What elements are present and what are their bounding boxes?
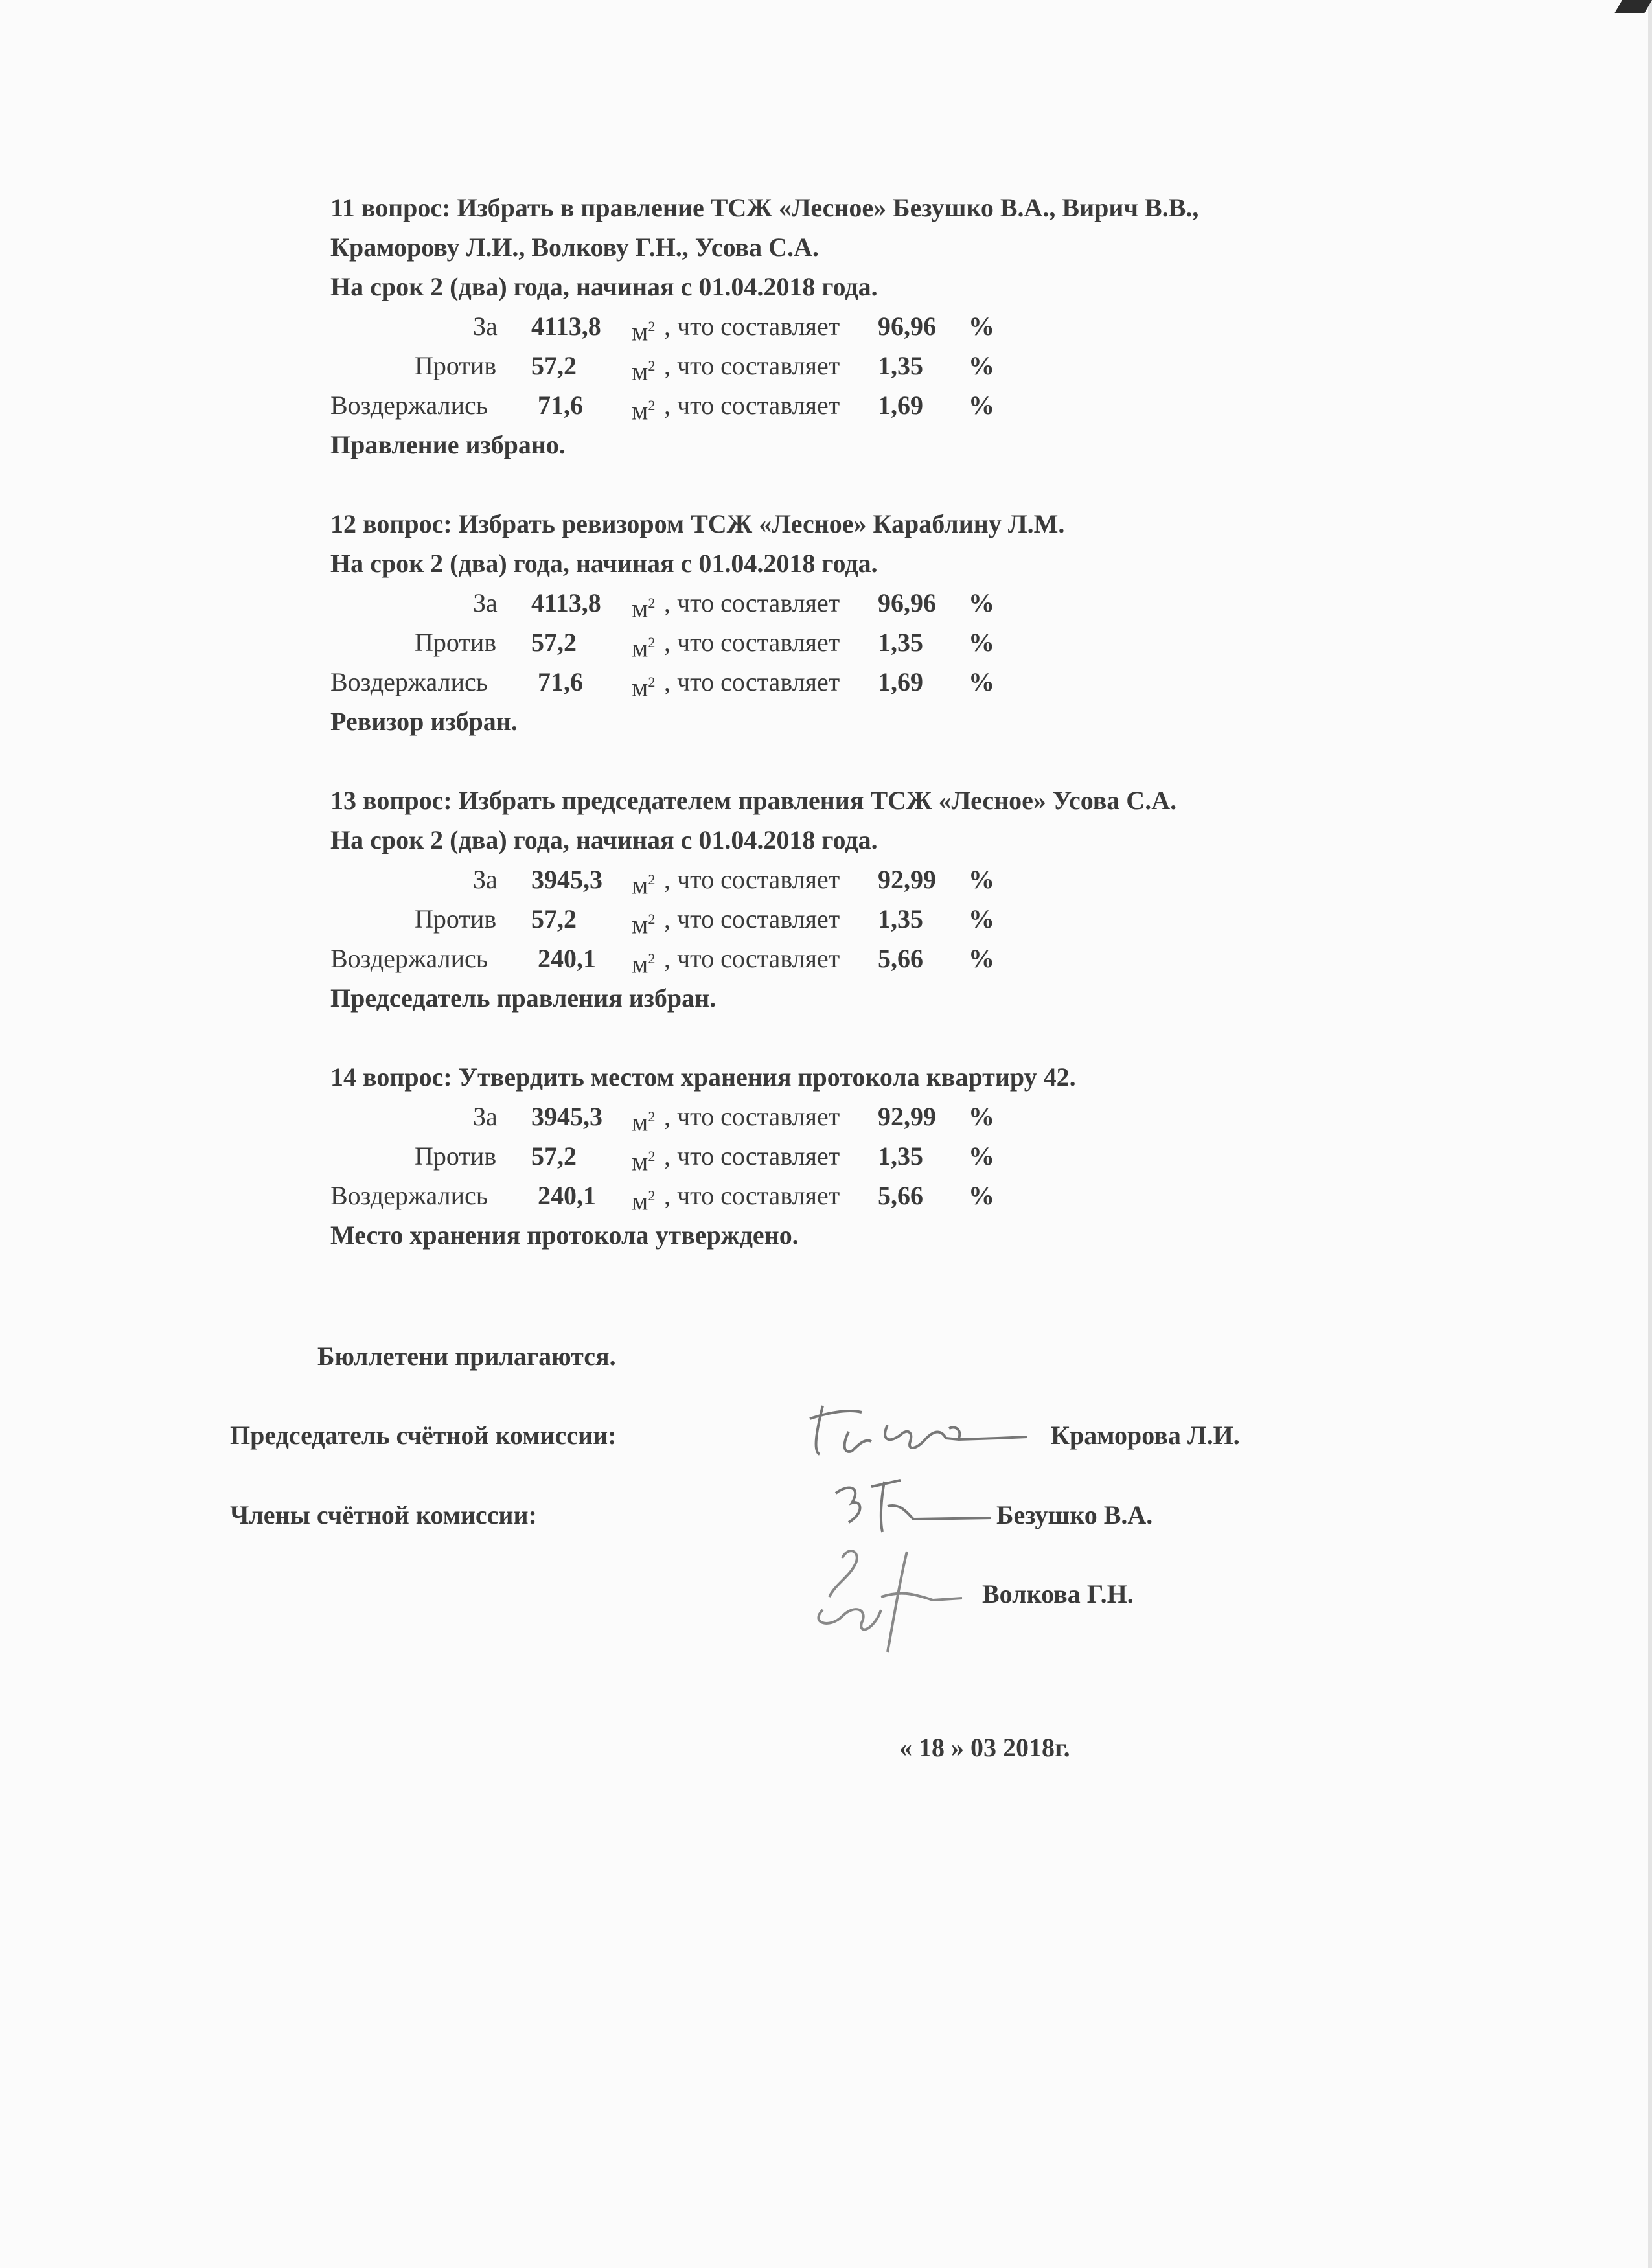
vote-unit-sup: 2 bbox=[648, 950, 656, 967]
question-heading: 11 вопрос: Избрать в правление ТСЖ «Лесное» Безушко В.А., Вирич В.В., bbox=[330, 193, 1199, 222]
vote-percent-sign: % bbox=[969, 944, 994, 973]
vote-label: Против bbox=[415, 904, 497, 934]
question-heading: 12 вопрос: Избрать ревизором ТСЖ «Лесное» Караблину Л.М. bbox=[330, 509, 1065, 538]
vote-percent-sign: % bbox=[969, 628, 994, 657]
vote-text: , что составляет bbox=[664, 312, 840, 341]
question-result: Председатель правления избран. bbox=[330, 983, 717, 1013]
vote-unit-sup: 2 bbox=[648, 634, 656, 650]
vote-label: Против bbox=[415, 1141, 497, 1171]
vote-row bbox=[330, 1176, 1432, 1215]
vote-unit-sup: 2 bbox=[648, 1148, 656, 1164]
vote-label: За bbox=[473, 1102, 498, 1131]
chair-label: Председатель счётной комиссии: bbox=[230, 1421, 617, 1450]
vote-value: 57,2 bbox=[531, 904, 577, 934]
vote-text: , что составляет bbox=[664, 628, 840, 657]
question-term: На срок 2 (два) года, начиная с 01.04.2018 года. bbox=[330, 272, 878, 301]
vote-percent: 1,69 bbox=[878, 667, 923, 696]
vote-unit-sup: 2 bbox=[648, 397, 656, 413]
vote-label: Воздержались bbox=[330, 667, 488, 696]
vote-value: 4113,8 bbox=[531, 312, 601, 341]
vote-text: , что составляет bbox=[664, 588, 840, 617]
vote-percent: 5,66 bbox=[878, 944, 923, 973]
question-heading: 14 вопрос: Утвердить местом хранения протокола квартиру 42. bbox=[330, 1062, 1076, 1092]
vote-percent: 1,35 bbox=[878, 628, 923, 657]
vote-percent: 1,35 bbox=[878, 904, 923, 934]
question-term: На срок 2 (два) года, начиная с 01.04.2018 года. bbox=[330, 549, 878, 578]
vote-text: , что составляет bbox=[664, 904, 840, 934]
vote-text: , что составляет bbox=[664, 391, 840, 420]
chair-name: Краморова Л.И. bbox=[1051, 1421, 1240, 1450]
vote-unit: $м^2$ bbox=[632, 870, 656, 900]
question-result: Место хранения протокола утверждено. bbox=[330, 1220, 799, 1250]
vote-value: 57,2 bbox=[531, 1141, 577, 1171]
vote-row bbox=[330, 1097, 1432, 1136]
vote-label: За bbox=[473, 312, 498, 341]
vote-text: , что составляет bbox=[664, 865, 840, 894]
spacer bbox=[330, 1018, 1432, 1057]
vote-unit: $м^2$ bbox=[632, 396, 656, 426]
member2-name: Волкова Г.Н. bbox=[982, 1579, 1134, 1609]
protocol-body bbox=[330, 188, 1432, 1255]
vote-value: 57,2 bbox=[531, 628, 577, 657]
vote-unit: $м^2$ bbox=[632, 949, 656, 979]
vote-percent: 1,35 bbox=[878, 351, 923, 380]
members-label: Члены счётной комиссии: bbox=[230, 1500, 537, 1529]
question-result: Ревизор избран. bbox=[330, 707, 518, 736]
scan-corner bbox=[1614, 0, 1652, 13]
question-result: Правление избрано. bbox=[330, 430, 566, 459]
signature-chair bbox=[803, 1393, 1062, 1464]
vote-percent-sign: % bbox=[969, 865, 994, 894]
vote-label: Воздержались bbox=[330, 944, 488, 973]
vote-unit: $м^2$ bbox=[632, 633, 656, 663]
vote-percent: 96,96 bbox=[878, 588, 936, 617]
signature-member1 bbox=[823, 1467, 1004, 1545]
spacer bbox=[330, 741, 1432, 781]
vote-value: 240,1 bbox=[538, 1181, 596, 1210]
document-date: « 18 » 03 2018г. bbox=[899, 1733, 1070, 1762]
vote-percent-sign: % bbox=[969, 1102, 994, 1131]
vote-percent-sign: % bbox=[969, 351, 994, 380]
vote-text: , что составляет bbox=[664, 944, 840, 973]
vote-unit: $м^2$ bbox=[632, 317, 656, 347]
vote-unit: $м^2$ bbox=[632, 910, 656, 939]
vote-text: , что составляет bbox=[664, 1102, 840, 1131]
vote-percent-sign: % bbox=[969, 588, 994, 617]
vote-unit-sup: 2 bbox=[648, 674, 656, 690]
vote-row bbox=[330, 1136, 1432, 1176]
vote-unit-sup: 2 bbox=[648, 911, 656, 927]
vote-percent: 5,66 bbox=[878, 1181, 923, 1210]
vote-text: , что составляет bbox=[664, 351, 840, 380]
vote-label: За bbox=[473, 865, 498, 894]
vote-row bbox=[330, 385, 1432, 425]
vote-unit: $м^2$ bbox=[632, 1107, 656, 1137]
vote-percent-sign: % bbox=[969, 667, 994, 696]
vote-unit-sup: 2 bbox=[648, 358, 656, 374]
vote-text: , что составляет bbox=[664, 1181, 840, 1210]
vote-row bbox=[330, 346, 1432, 385]
vote-unit: $м^2$ bbox=[632, 593, 656, 623]
vote-percent-sign: % bbox=[969, 312, 994, 341]
vote-value: 240,1 bbox=[538, 944, 596, 973]
vote-unit-sup: 2 bbox=[648, 1187, 656, 1204]
question-heading: 13 вопрос: Избрать председателем правления ТСЖ «Лесное» Усова С.А. bbox=[330, 786, 1177, 815]
vote-row bbox=[330, 306, 1432, 346]
vote-text: , что составляет bbox=[664, 1141, 840, 1171]
vote-percent-sign: % bbox=[969, 904, 994, 934]
vote-percent-sign: % bbox=[969, 1141, 994, 1171]
vote-label: Воздержались bbox=[330, 391, 488, 420]
vote-row bbox=[330, 939, 1432, 978]
vote-percent: 1,69 bbox=[878, 391, 923, 420]
vote-unit: $м^2$ bbox=[632, 356, 656, 386]
vote-percent-sign: % bbox=[969, 391, 994, 420]
vote-unit: $м^2$ bbox=[632, 672, 656, 702]
signature-member2 bbox=[803, 1539, 972, 1662]
vote-percent-sign: % bbox=[969, 1181, 994, 1210]
vote-row bbox=[330, 583, 1432, 623]
question-heading: Краморову Л.И., Волкову Г.Н., Усова С.А. bbox=[330, 233, 819, 262]
vote-percent: 96,96 bbox=[878, 312, 936, 341]
vote-unit-sup: 2 bbox=[648, 1108, 656, 1125]
attachments-note: Бюллетени прилагаются. bbox=[317, 1342, 616, 1371]
vote-unit-sup: 2 bbox=[648, 595, 656, 611]
vote-row bbox=[330, 623, 1432, 662]
vote-text: , что составляет bbox=[664, 667, 840, 696]
vote-label: Воздержались bbox=[330, 1181, 488, 1210]
member1-name: Безушко В.А. bbox=[996, 1500, 1153, 1529]
vote-unit-sup: 2 bbox=[648, 318, 656, 334]
spacer bbox=[330, 464, 1432, 504]
vote-label: Против bbox=[415, 628, 497, 657]
vote-unit-sup: 2 bbox=[648, 871, 656, 888]
vote-value: 71,6 bbox=[538, 667, 583, 696]
vote-unit: $м^2$ bbox=[632, 1147, 656, 1176]
vote-value: 57,2 bbox=[531, 351, 577, 380]
page-edge bbox=[1648, 0, 1652, 2268]
question-term: На срок 2 (два) года, начиная с 01.04.2018 года. bbox=[330, 825, 878, 854]
vote-row bbox=[330, 860, 1432, 899]
vote-label: Против bbox=[415, 351, 497, 380]
vote-value: 3945,3 bbox=[531, 865, 602, 894]
vote-row bbox=[330, 662, 1432, 702]
vote-percent: 1,35 bbox=[878, 1141, 923, 1171]
vote-percent: 92,99 bbox=[878, 865, 936, 894]
vote-value: 4113,8 bbox=[531, 588, 601, 617]
vote-percent: 92,99 bbox=[878, 1102, 936, 1131]
vote-row bbox=[330, 899, 1432, 939]
vote-unit: $м^2$ bbox=[632, 1186, 656, 1216]
vote-value: 71,6 bbox=[538, 391, 583, 420]
vote-value: 3945,3 bbox=[531, 1102, 602, 1131]
vote-label: За bbox=[473, 588, 498, 617]
